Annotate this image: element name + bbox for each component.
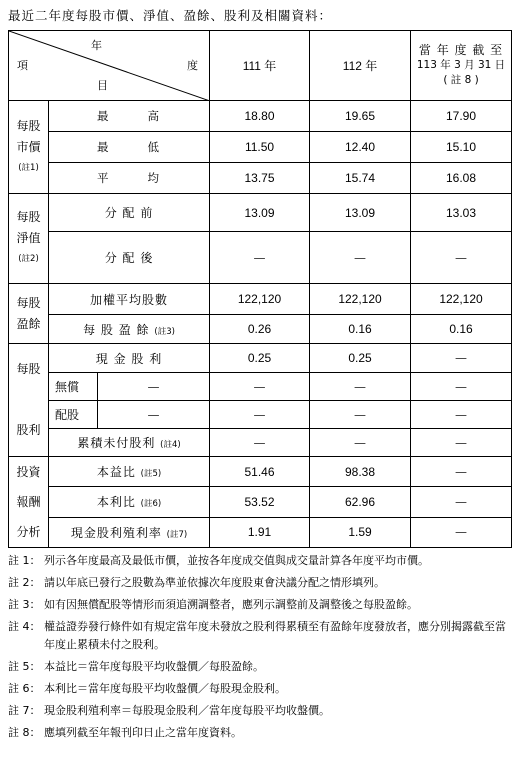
row-label-nav-before: 分 配 前 — [49, 194, 210, 232]
footnote — [8, 702, 511, 720]
cell-value: 15.74 — [310, 163, 411, 194]
cell-value: 0.25 — [210, 344, 310, 373]
footnote-id: 註 6： — [8, 682, 41, 695]
category-div-line2: 股利 — [16, 423, 41, 437]
diagonal-header-cell — [9, 31, 210, 101]
row-label-a: 最 — [97, 140, 109, 154]
header-du-label: 度 — [187, 59, 198, 72]
footnote — [8, 724, 511, 742]
row-label-weighted-shares: 加權平均股數 — [49, 284, 210, 315]
row-label-text: 本利比 — [96, 495, 136, 510]
footnote-text: 請以年底已發行之股數為準並依據次年度股東會決議分配之情形填列。 — [44, 576, 385, 589]
table-row — [9, 315, 512, 344]
diagonal-line — [9, 31, 210, 101]
cell-value: 51.46 — [210, 457, 310, 487]
col-header-111: 111 年 — [210, 31, 310, 101]
category-eps-line2: 盈餘 — [16, 316, 41, 331]
table-row — [9, 373, 512, 401]
cell-value: 98.38 — [310, 457, 411, 487]
category-price-line2: 市價 — [16, 139, 41, 154]
cell-value: — — [310, 401, 411, 429]
cell-value: — — [411, 344, 512, 373]
footnote-text: 權益證券發行條件如有規定當年度未發放之股利得累積至有盈餘年度發放者，應分別揭露截至當年度止累積未付之股利。 — [44, 620, 506, 651]
row-label-yield — [49, 517, 210, 547]
stock-data-table — [8, 30, 512, 548]
category-ret-line2: 報酬 — [16, 495, 41, 509]
cell-value: 0.16 — [310, 315, 411, 344]
table-row — [9, 163, 512, 194]
category-price-note: (註1) — [18, 162, 39, 173]
page-title: 最近二年度每股市價、淨值、盈餘、股利及相關資料： — [8, 8, 333, 23]
cell-value: 16.08 — [411, 163, 512, 194]
footnote — [8, 552, 511, 570]
row-label-text: 本益比 — [96, 465, 136, 480]
category-nav — [9, 194, 49, 284]
cell-value: — — [411, 457, 512, 487]
cell-value: 0.26 — [210, 315, 310, 344]
row-label-text: 每 股 盈 餘 — [83, 322, 150, 337]
footnote-text: 如有因無償配股等情形而須追溯調整者，應列示調整前及調整後之每股盈餘。 — [44, 598, 418, 611]
cell-value: 19.65 — [310, 101, 411, 132]
table-row — [9, 132, 512, 163]
cell-value: 122,120 — [310, 284, 411, 315]
row-label-price-avg — [49, 163, 210, 194]
category-div-line1: 每股 — [16, 362, 41, 376]
col-header-112: 112 年 — [310, 31, 411, 101]
row-label-a: 平 — [97, 171, 109, 185]
cell-value: — — [411, 232, 512, 284]
table-row — [9, 284, 512, 315]
row-label-a: 最 — [97, 109, 109, 123]
category-ret-line3: 分析 — [16, 525, 41, 539]
cell-value: 17.90 — [411, 101, 512, 132]
row-label-note: (註7) — [166, 529, 188, 540]
row-label-note: (註3) — [154, 326, 175, 337]
row-label-note: (註4) — [160, 440, 181, 450]
row-label-stock-div-1: 無償 — [49, 373, 98, 401]
cell-value: — — [411, 487, 512, 517]
table-row — [9, 401, 512, 429]
category-eps — [9, 284, 49, 344]
cell-value: 122,120 — [411, 284, 512, 315]
footnote — [8, 618, 511, 654]
cell-value: — — [411, 429, 512, 457]
row-label-price-low — [49, 132, 210, 163]
row-label-b: 高 — [147, 109, 160, 123]
cell-value: 1.59 — [310, 517, 411, 547]
category-eps-line1: 每股 — [16, 295, 41, 310]
footnote-id: 註 2： — [8, 576, 41, 589]
cell-value: 13.09 — [210, 194, 310, 232]
header-mu-label: 目 — [97, 79, 108, 92]
row-label-stock-div-2: 配股 — [49, 401, 98, 429]
table-row — [9, 101, 512, 132]
row-label-text: 累積未付股利 — [77, 436, 156, 450]
cell-value: — — [98, 373, 210, 401]
table-row — [9, 429, 512, 457]
row-label-note: (註6) — [140, 499, 162, 510]
table-row — [9, 457, 512, 487]
cell-value: 13.75 — [210, 163, 310, 194]
row-label-nav-after: 分 配 後 — [49, 232, 210, 284]
category-ret — [9, 457, 49, 548]
header-item-label: 項 — [17, 59, 28, 72]
category-nav-note: (註2) — [18, 254, 39, 264]
header-row — [9, 31, 512, 101]
category-price — [9, 101, 49, 194]
category-ret-line1: 投資 — [16, 465, 41, 479]
header-year-label: 年 — [91, 39, 102, 52]
col-header-current — [411, 31, 512, 101]
col-header-current-line3: ( 註 8 ) — [443, 74, 479, 86]
row-label-b: 低 — [147, 140, 160, 154]
cell-value: — — [411, 401, 512, 429]
row-label-cash-div: 現 金 股 利 — [49, 344, 210, 373]
footnote-id: 註 8： — [8, 726, 41, 739]
cell-value: — — [411, 373, 512, 401]
footnote-id: 註 5： — [8, 660, 41, 673]
col-header-current-line2: 113 年 3 月 31 日 — [416, 59, 506, 71]
cell-value: — — [98, 401, 210, 429]
cell-value: 0.25 — [310, 344, 411, 373]
footnote-text: 應填列截至年報刊印日止之當年度資料。 — [44, 726, 242, 739]
category-price-line1: 每股 — [16, 118, 41, 133]
cell-value: 15.10 — [411, 132, 512, 163]
table-row — [9, 344, 512, 373]
cell-value: 1.91 — [210, 517, 310, 547]
cell-value: — — [310, 232, 411, 284]
row-label-note: (註5) — [140, 469, 162, 480]
table-row — [9, 487, 512, 517]
category-nav-line2: 淨值 — [16, 231, 41, 245]
cell-value: 11.50 — [210, 132, 310, 163]
cell-value: 0.16 — [411, 315, 512, 344]
category-nav-line1: 每股 — [16, 210, 41, 224]
footnote-text: 現金股利殖利率＝每股現金股利／當年度每股平均收盤價。 — [44, 704, 330, 717]
cell-value: — — [411, 517, 512, 547]
footnote — [8, 680, 511, 698]
footnotes — [8, 552, 511, 746]
footnote-id: 註 4： — [8, 620, 41, 633]
cell-value: — — [210, 373, 310, 401]
footnote — [8, 596, 511, 614]
table-row — [9, 194, 512, 232]
footnote — [8, 658, 511, 676]
row-label-eps — [49, 315, 210, 344]
footnote — [8, 574, 511, 592]
col-header-current-line1: 當 年 度 截 至 — [418, 43, 504, 57]
footnote-id: 註 1： — [8, 554, 41, 567]
cell-value: — — [210, 429, 310, 457]
row-label-b: 均 — [147, 171, 160, 185]
cell-value: 18.80 — [210, 101, 310, 132]
cell-value: 13.09 — [310, 194, 411, 232]
row-label-accum-div — [49, 429, 210, 457]
footnote-id: 註 7： — [8, 704, 41, 717]
table-row — [9, 232, 512, 284]
footnote-text: 本益比＝當年度每股平均收盤價／每股盈餘。 — [44, 660, 264, 673]
row-label-pe — [49, 457, 210, 487]
cell-value: 53.52 — [210, 487, 310, 517]
cell-value: 13.03 — [411, 194, 512, 232]
category-div — [9, 344, 49, 457]
cell-value: — — [210, 401, 310, 429]
row-label-price-high — [49, 101, 210, 132]
cell-value: — — [310, 373, 411, 401]
cell-value: 62.96 — [310, 487, 411, 517]
cell-value: 12.40 — [310, 132, 411, 163]
cell-value: — — [310, 429, 411, 457]
cell-value: — — [210, 232, 310, 284]
row-label-text: 現金股利殖利率 — [70, 525, 162, 540]
footnote-text: 列示各年度最高及最低市價，並按各年度成交值與成交量計算各年度平均市價。 — [44, 554, 429, 567]
footnote-text: 本利比＝當年度每股平均收盤價／每股現金股利。 — [44, 682, 286, 695]
cell-value: 122,120 — [210, 284, 310, 315]
row-label-pd — [49, 487, 210, 517]
footnote-id: 註 3： — [8, 598, 41, 611]
table-row — [9, 517, 512, 547]
